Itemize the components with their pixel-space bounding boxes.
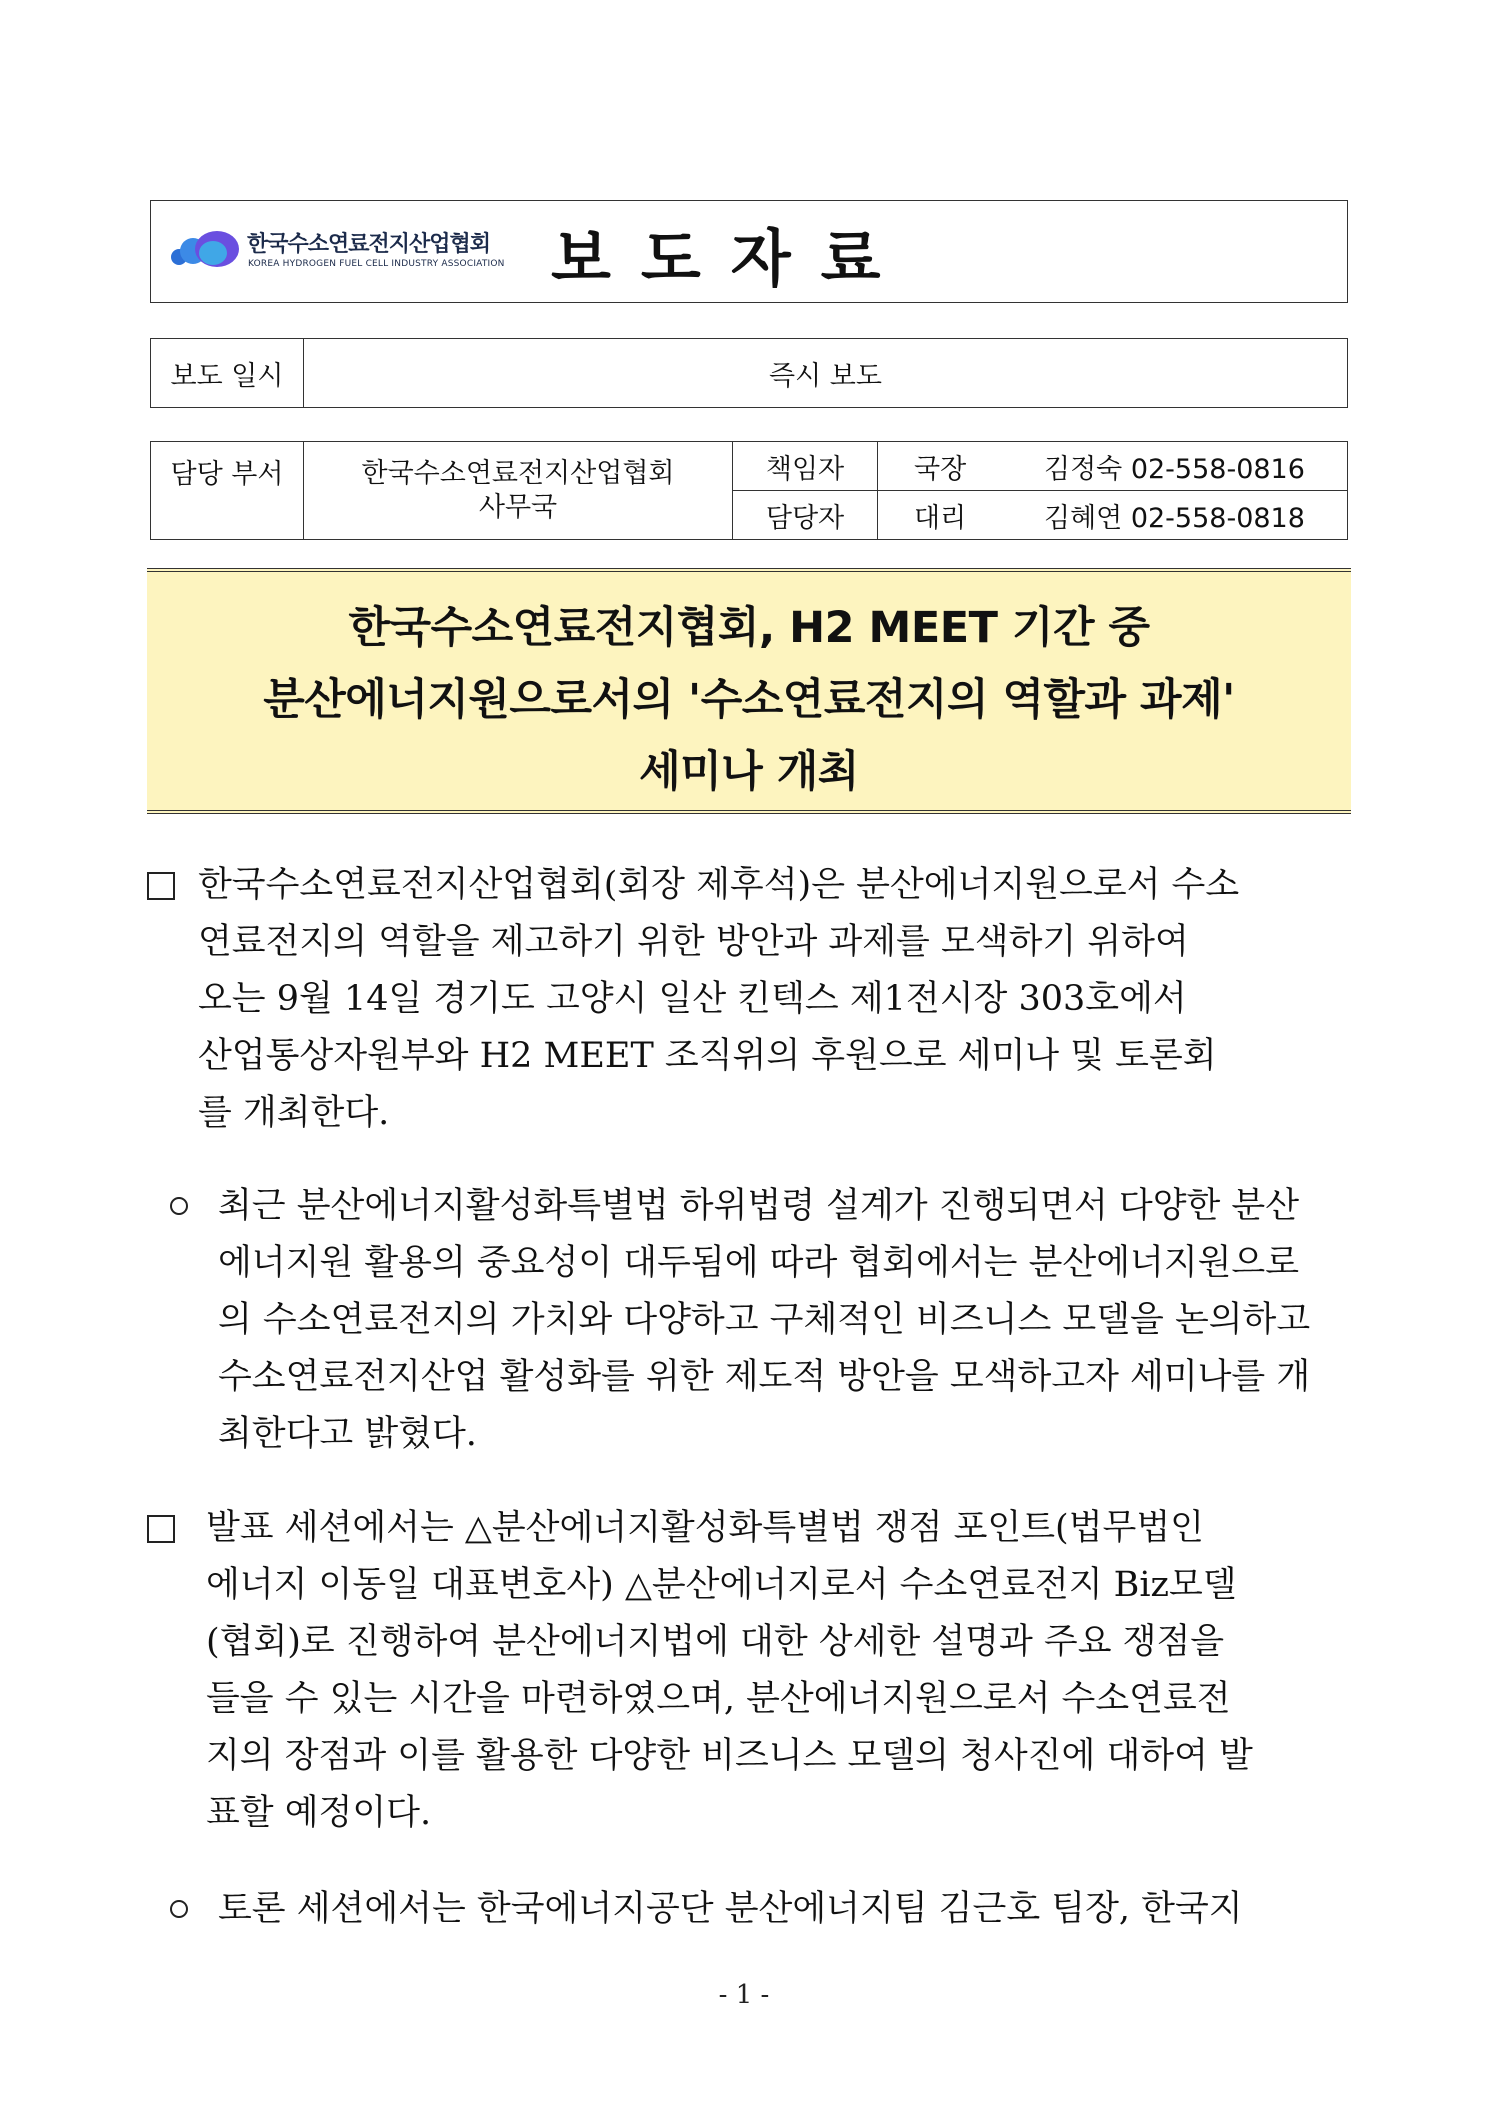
paragraph-3: [206, 1500, 1350, 1842]
logo-org-name-en: KOREA HYDROGEN FUEL CELL INDUSTRY ASSOCIATION: [248, 259, 505, 269]
headline-line-2: 분산에너지원으로서의 '수소연료전지의 역할과 과제': [263, 675, 1235, 725]
square-bullet-icon: [147, 1515, 175, 1543]
department-name-line2: 사무국: [478, 491, 558, 523]
paragraph-line: 에너지원 활용의 중요성이 대두됨에 따라 협회에서는 분산에너지원으로: [218, 1243, 1300, 1283]
contact-rank: 대리: [914, 502, 967, 534]
circle-bullet-icon: [170, 1900, 188, 1918]
department-name: [304, 442, 733, 540]
paragraph-line: 최근 분산에너지활성화특별법 하위법령 설계가 진행되면서 다양한 분산: [218, 1186, 1300, 1226]
release-table: [150, 338, 1348, 408]
paragraph-line: 연료전지의 역할을 제고하기 위한 방안과 과제를 모색하기 위하여: [198, 922, 1189, 962]
paragraph-line: (협회)로 진행하여 분산에너지법에 대한 상세한 설명과 주요 쟁점을: [206, 1622, 1225, 1662]
paragraph-2: [218, 1178, 1350, 1463]
paragraph-line: 표할 예정이다.: [206, 1793, 432, 1833]
paragraph-line: 지의 장점과 이를 활용한 다양한 비즈니스 모델의 청사진에 대하여 발: [206, 1736, 1253, 1776]
header-banner: [150, 200, 1348, 303]
circle-bullet-icon: [170, 1197, 188, 1215]
paragraph-line: 에너지 이동일 대표변호사) △분산에너지로서 수소연료전지 Biz모델: [206, 1565, 1237, 1605]
logo-org-name-kr: 한국수소연료전지산업협회: [247, 232, 491, 257]
headline-line-1: 한국수소연료전지협회, H2 MEET 기간 중: [348, 603, 1150, 653]
paragraph-line: 를 개최한다.: [198, 1093, 390, 1133]
contact-role: 담당자: [733, 491, 878, 540]
contact-info: [878, 442, 1348, 491]
square-bullet-icon: [147, 872, 175, 900]
contact-name-phone: 김혜연 02-558-0818: [1044, 502, 1305, 534]
paragraph-line: 의 수소연료전지의 가치와 다양하고 구체적인 비즈니스 모델을 논의하고: [218, 1300, 1311, 1340]
association-logo: [169, 223, 505, 283]
paragraph-line: 최한다고 밝혔다.: [218, 1414, 477, 1454]
contact-info: [878, 491, 1348, 540]
paragraph-line: 토론 세션에서는 한국에너지공단 분산에너지팀 김근호 팀장, 한국지: [218, 1889, 1243, 1929]
paragraph-line: 산업통상자원부와 H2 MEET 조직위의 후원으로 세미나 및 토론회: [198, 1036, 1217, 1076]
contact-name-phone: 김정숙 02-558-0816: [1044, 453, 1305, 485]
release-label: 보도 일시: [151, 339, 304, 408]
paragraph-4: [218, 1881, 1350, 1938]
department-table: [150, 441, 1348, 540]
paragraph-line: 발표 세션에서는 △분산에너지활성화특별법 쟁점 포인트(법무법인: [206, 1508, 1204, 1548]
document-type-title: 보도자료: [551, 222, 911, 295]
association-logo-mark: [169, 229, 241, 275]
department-label: 담당 부서: [151, 442, 304, 540]
paragraph-line: 오는 9월 14일 경기도 고양시 일산 킨텍스 제1전시장 303호에서: [198, 979, 1187, 1019]
paragraph-1: [198, 857, 1350, 1142]
headline-line-3: 세미나 개최: [639, 747, 859, 797]
contact-rank: 국장: [914, 453, 967, 485]
paragraph-line: 들을 수 있는 시간을 마련하였으며, 분산에너지원으로서 수소연료전: [206, 1679, 1231, 1719]
contact-role: 책임자: [733, 442, 878, 491]
department-name-line1: 한국수소연료전지산업협회: [361, 457, 675, 489]
release-value: 즉시 보도: [304, 339, 1348, 408]
headline-box: [147, 568, 1351, 814]
page-number: - 1 -: [718, 1980, 770, 2010]
paragraph-line: 한국수소연료전지산업협회(회장 제후석)은 분산에너지원으로서 수소: [198, 865, 1240, 905]
paragraph-line: 수소연료전지산업 활성화를 위한 제도적 방안을 모색하고자 세미나를 개: [218, 1357, 1311, 1397]
